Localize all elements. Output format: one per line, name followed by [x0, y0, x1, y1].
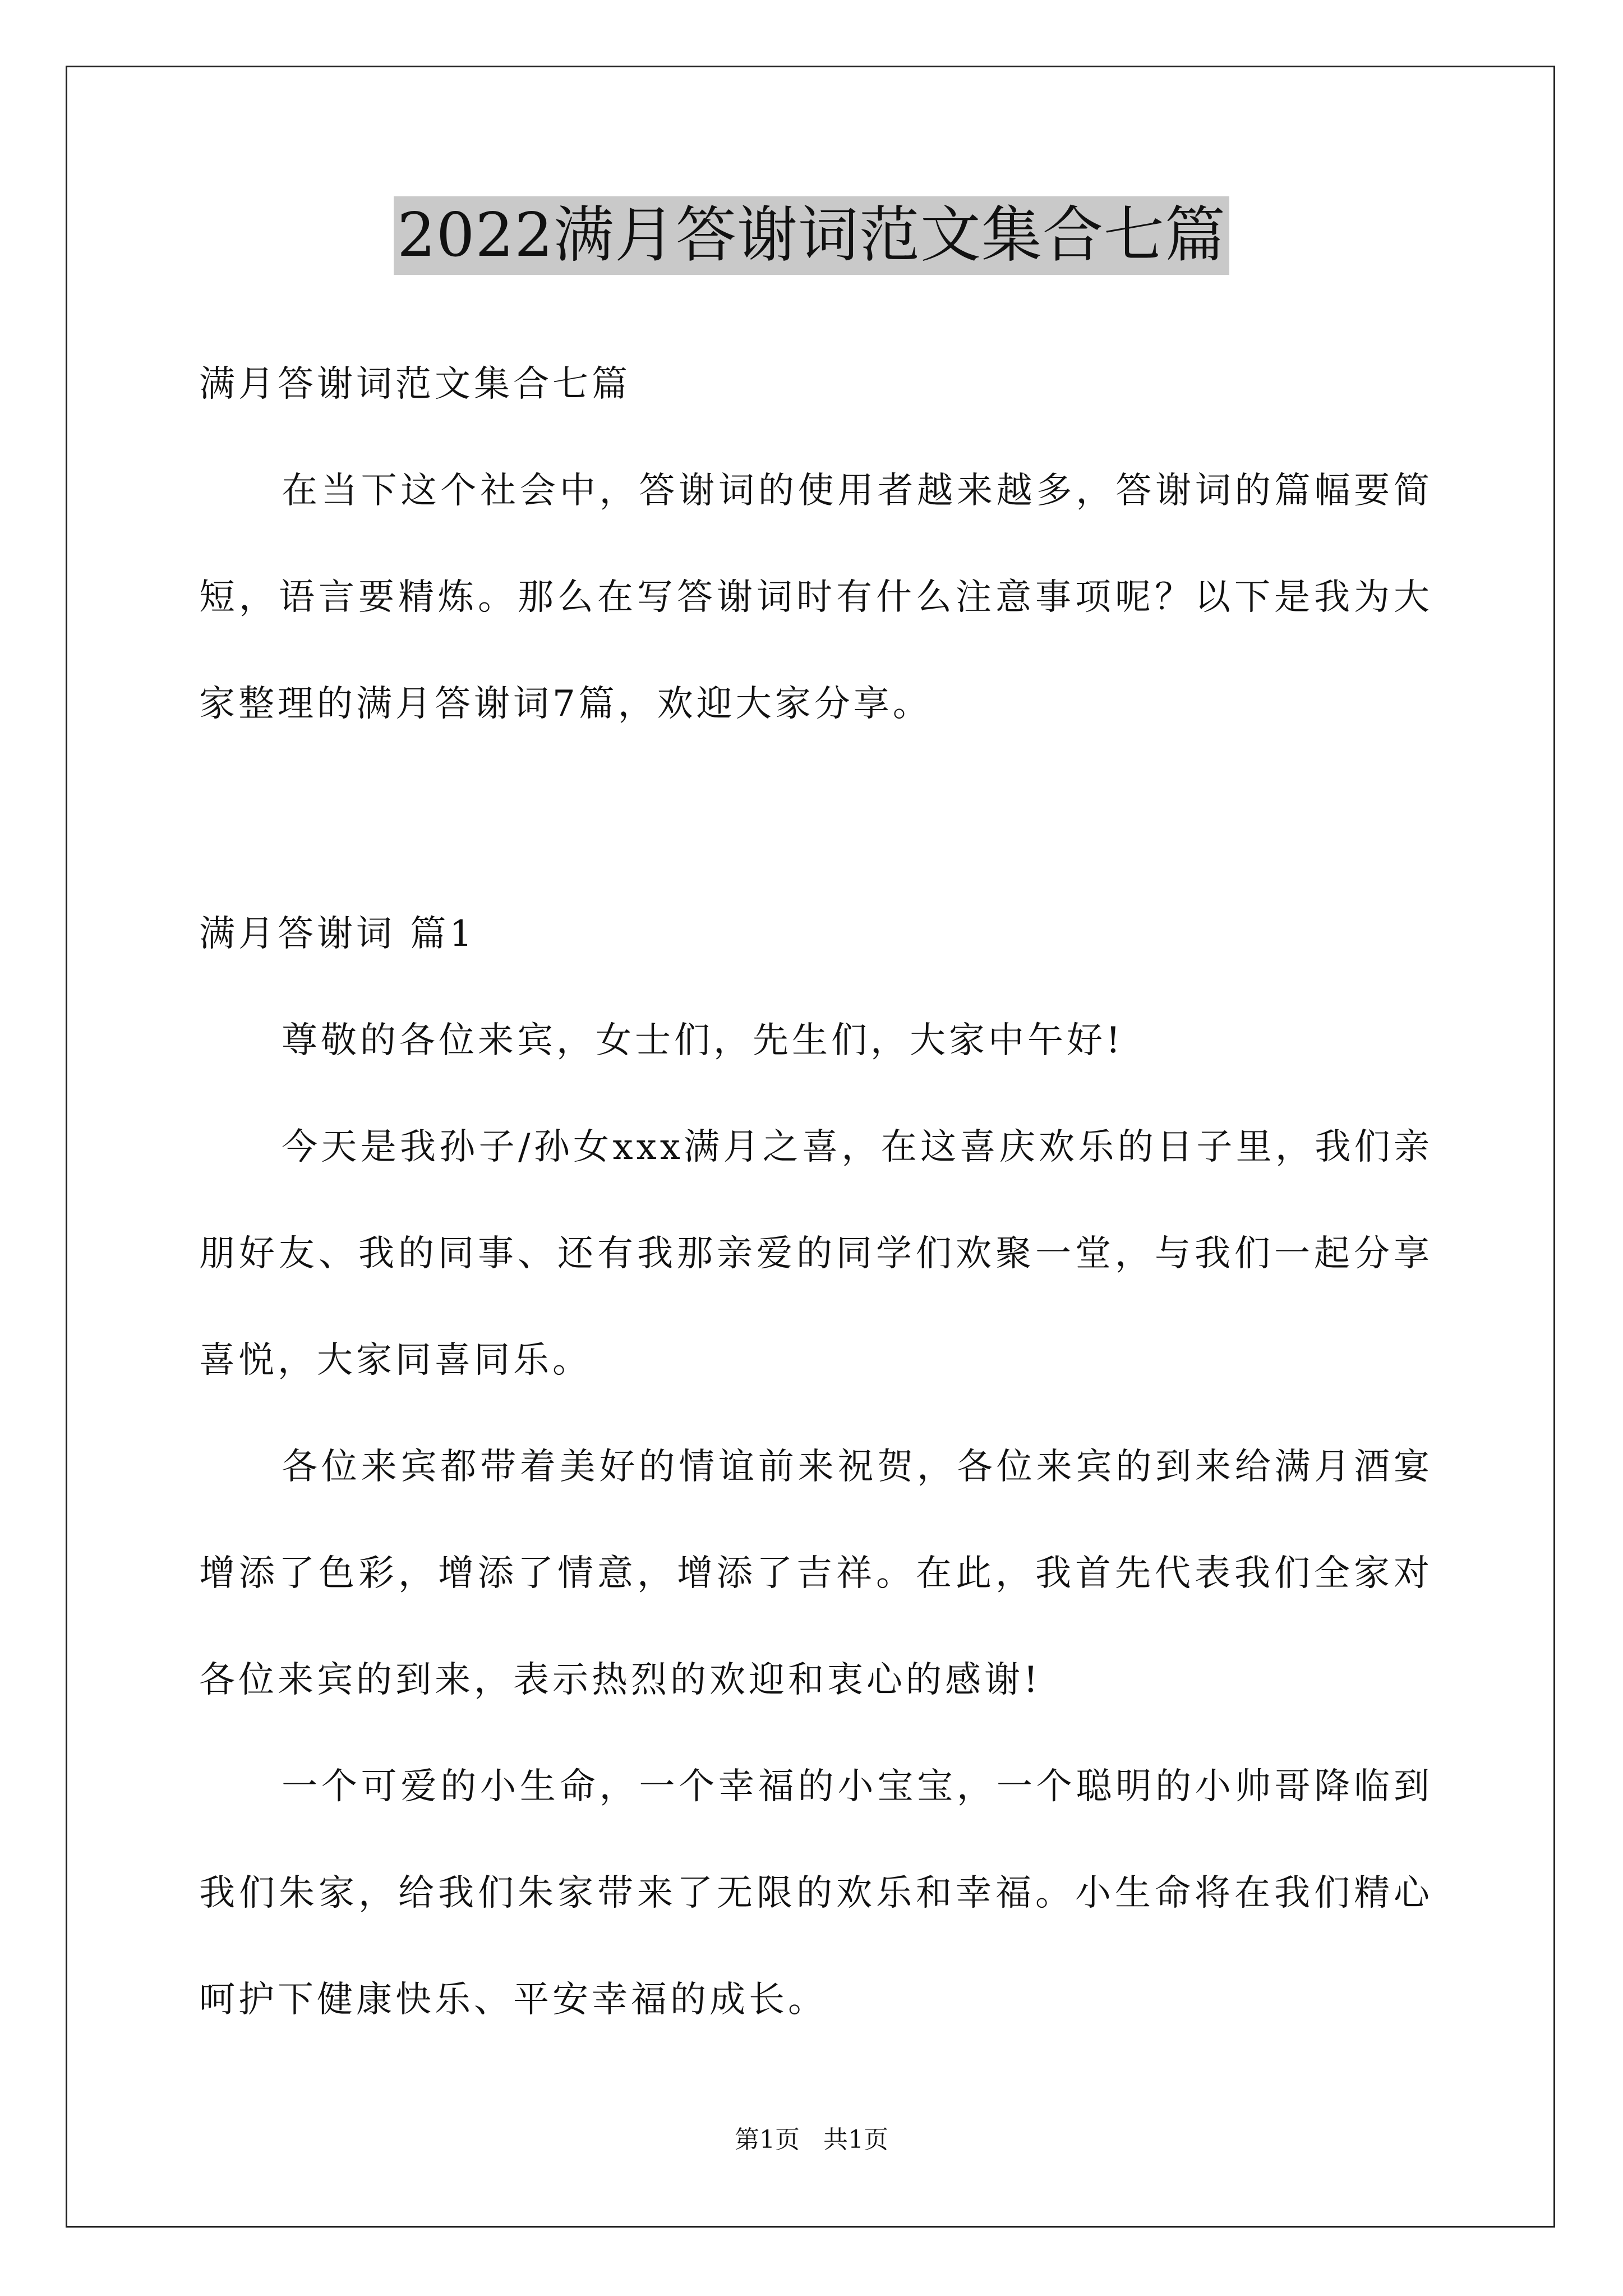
document-body: [199, 331, 1433, 2053]
title-area: [0, 196, 1623, 275]
intro-paragraph: 在当下这个社会中，答谢词的使用者越来越多，答谢词的篇幅要简短，语言要精炼。那么在写答谢词时有什么注意事项呢？以下是我为大家整理的满月答谢词7篇，欢迎大家分享。: [199, 470, 1433, 725]
body-paragraph: 一个可爱的小生命，一个幸福的小宝宝，一个聪明的小帅哥降临到我们朱家，给我们朱家带来了无限的欢乐和幸福。小生命将在我们精心呵护下健康快乐、平安幸福的成长。: [199, 1766, 1433, 2021]
document-subtitle: 满月答谢词范文集合七篇: [199, 364, 631, 405]
section-spacer: [199, 757, 1433, 881]
page-number: 第1页 共1页: [735, 2125, 888, 2154]
document-title: 2022满月答谢词范文集合七篇: [394, 196, 1229, 275]
body-paragraph: 今天是我孙子/孙女xxx满月之喜，在这喜庆欢乐的日子里，我们亲朋好友、我的同事、还有我那亲爱的同学们欢聚一堂，与我们一起分享喜悦，大家同喜同乐。: [199, 1126, 1433, 1381]
body-paragraph: 各位来宾都带着美好的情谊前来祝贺，各位来宾的到来给满月酒宴增添了色彩，增添了情意，增添了吉祥。在此，我首先代表我们全家对各位来宾的到来，表示热烈的欢迎和衷心的感谢!: [199, 1446, 1433, 1701]
section-heading: 满月答谢词 篇1: [199, 913, 476, 955]
body-paragraph: 尊敬的各位来宾，女士们，先生们，大家中午好!: [282, 1020, 1124, 1061]
